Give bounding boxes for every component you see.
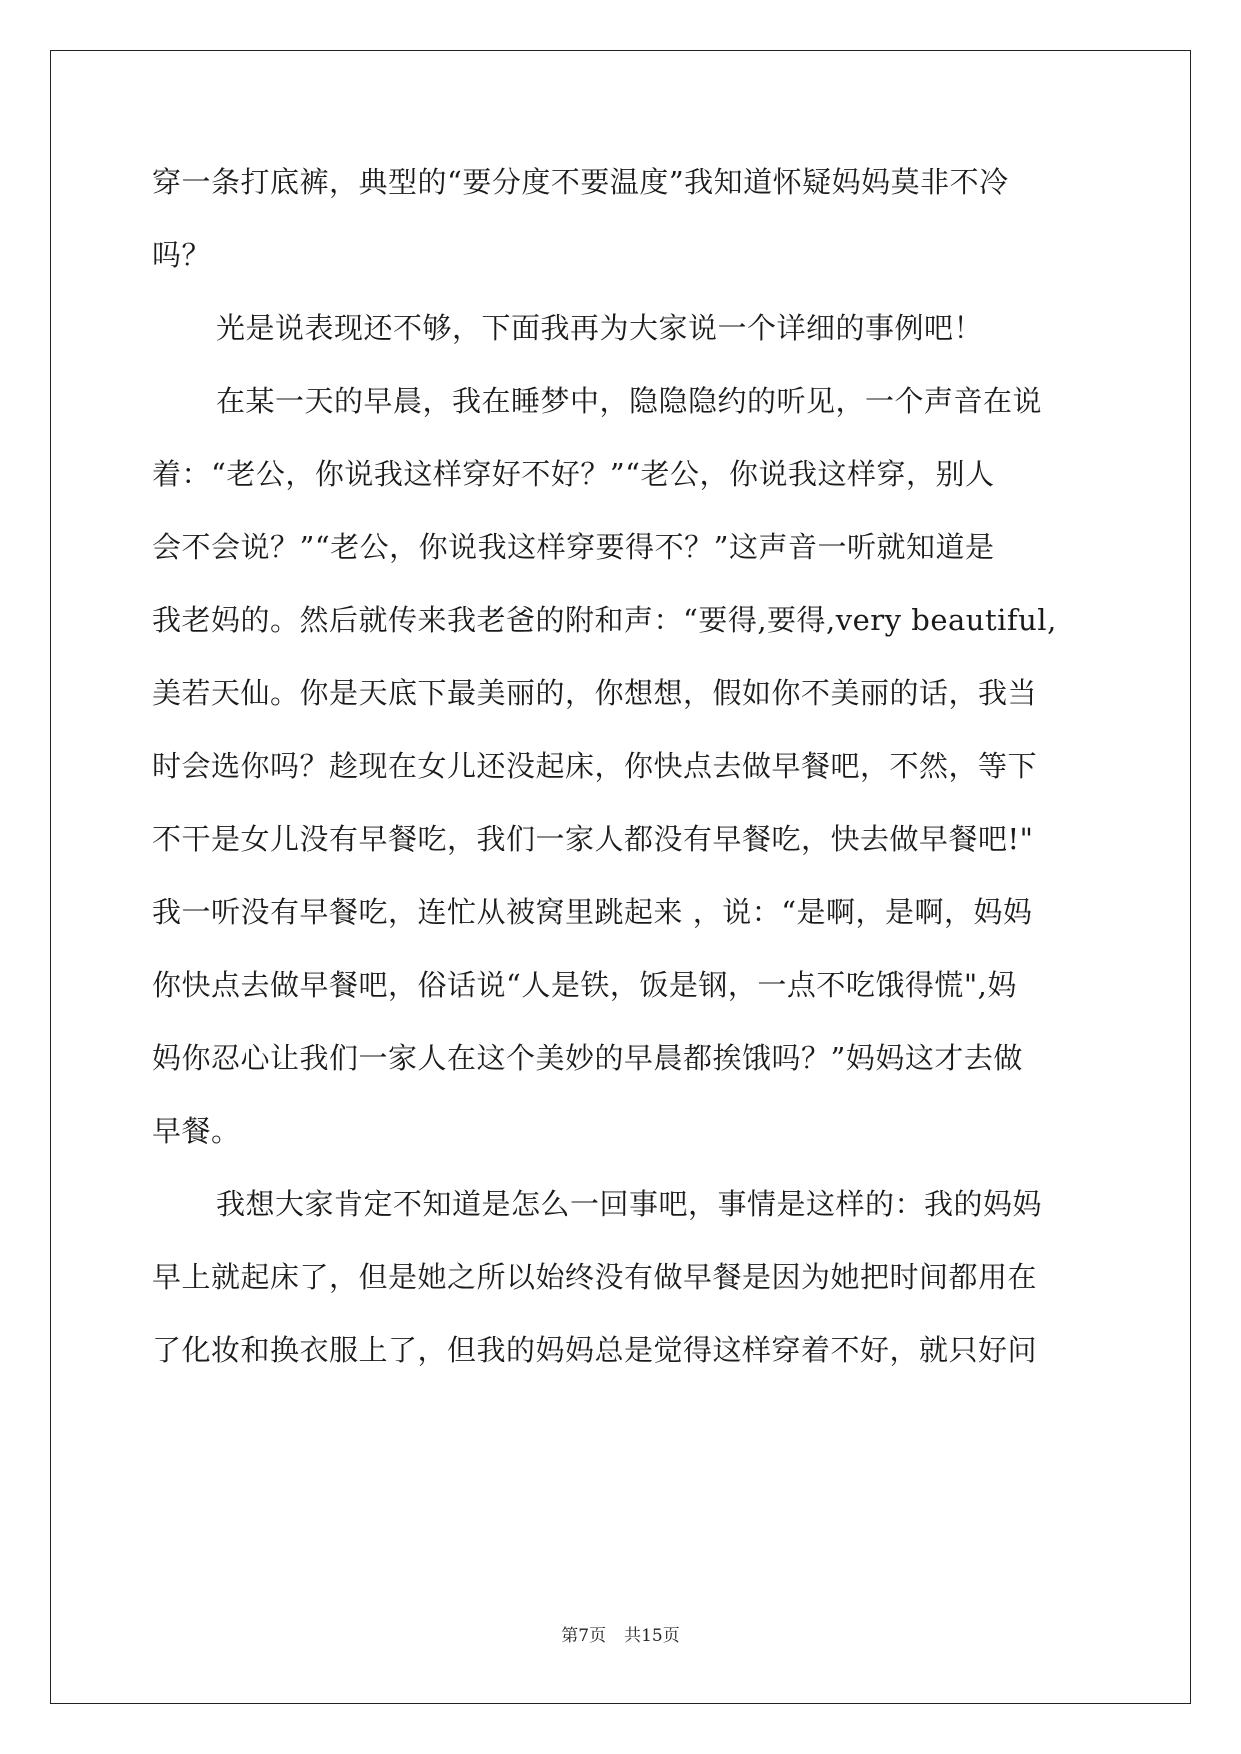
- page-footer: [0, 1624, 1241, 1648]
- text-line: 美若天仙。你是天底下最美丽的，你想想，假如你不美丽的话，我当: [152, 676, 1038, 710]
- text-line: 早上就起床了，但是她之所以始终没有做早餐是因为她把时间都用在: [152, 1260, 1038, 1294]
- text-line: 会不会说？”“老公，你说我这样穿要得不？”这声音一听就知道是: [152, 530, 995, 564]
- page-total: 共15页: [624, 1626, 680, 1646]
- text-line: 光是说表现还不够，下面我再为大家说一个详细的事例吧！: [216, 311, 984, 345]
- page-border: [50, 50, 1191, 1704]
- text-line: 在某一天的早晨，我在睡梦中，隐隐隐约的听见，一个声音在说: [216, 384, 1043, 418]
- text-line: 吗？: [152, 238, 212, 272]
- text-line: 了化妆和换衣服上了，但我的妈妈总是觉得这样穿着不好，就只好问: [152, 1333, 1038, 1367]
- text-line: 着：“老公，你说我这样穿好不好？”“老公，你说我这样穿，别人: [152, 457, 995, 491]
- text-line: 不干是女儿没有早餐吃，我们一家人都没有早餐吃，快去做早餐吧!": [152, 822, 1034, 856]
- text-line: 穿一条打底裤，典型的“要分度不要温度”我知道怀疑妈妈莫非不冷: [152, 165, 1009, 199]
- text-line: 时会选你吗？趁现在女儿还没起床，你快点去做早餐吧，不然，等下: [152, 749, 1038, 783]
- text-line: 我老妈的。然后就传来我老爸的附和声：“要得,要得,very beautiful,: [152, 603, 1057, 637]
- page-number: 第7页: [561, 1626, 607, 1646]
- text-line: 妈你忍心让我们一家人在这个美妙的早晨都挨饿吗？”妈妈这才去做: [152, 1041, 1023, 1075]
- text-line: 早餐。: [152, 1114, 241, 1148]
- text-line: 你快点去做早餐吧，俗话说“人是铁，饭是钢，一点不吃饿得慌",妈: [152, 968, 1017, 1002]
- text-line: 我一听没有早餐吃，连忙从被窝里跳起来 ，说：“是啊，是啊，妈妈: [152, 895, 1033, 929]
- text-line: 我想大家肯定不知道是怎么一回事吧，事情是这样的：我的妈妈: [216, 1187, 1043, 1221]
